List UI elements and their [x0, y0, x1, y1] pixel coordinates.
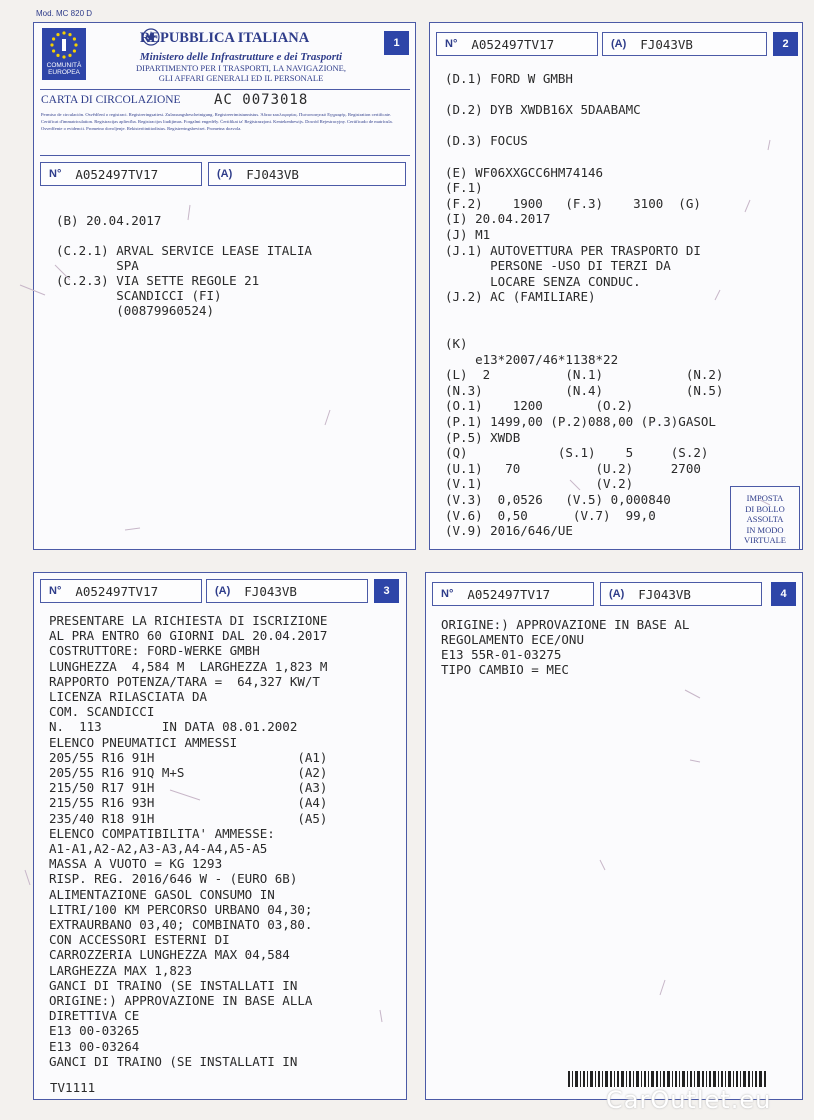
document-number: AC 0073018 [214, 92, 309, 108]
a-label: (A) [217, 168, 233, 180]
panel-3 [33, 572, 407, 1100]
multilingual-title: Permiso de circulación. Osvědčení o registraci. Registreringsattest. Zulassungsbescheinigung. Registreerimistunnistus. Άδεια κυκλοφορίας. Πιστοποιητικό Εγγραφής. Registration certificate. Certificat d'immatriculation. Registracijas apliecība. Registracijos liudijimas. Forgalmi engedély. Ċertifikat ta' Reġistrazzjoni. Kentekenbewijs. Dowód Rejestracyjny. Certificado de matrícula. Osvedčenie o evidencii. Prometno dovoljenje. Rekisteröintitodistus. Registreringsbeviset. Prometna dozvola. [41, 112, 393, 131]
ministry-name: Ministero delle Infrastrutture e dei Trasporti [139, 51, 343, 63]
panel-number: 3 [374, 579, 399, 603]
registration-number-box [432, 582, 594, 606]
panel-1-body: (B) 20.04.2017 (C.2.1) ARVAL SERVICE LEASE ITALIA SPA (C.2.3) VIA SETTE REGOLE 21 SCANDICCI (FI) (00879960524) [56, 213, 312, 318]
registration-number: A052497TV17 [75, 166, 159, 182]
divider [40, 155, 410, 156]
registration-number-box [40, 579, 202, 603]
model-code: Mod. MC 820 D [36, 9, 93, 18]
stamp-duty-box: IMPOSTA DI BOLLO ASSOLTA IN MODO VIRTUALE [730, 486, 800, 550]
n-label: N° [445, 38, 458, 50]
panel-3-body: PRESENTARE LA RICHIESTA DI ISCRIZIONE AL PRA ENTRO 60 GIORNI DAL 20.04.2017 COSTRUTTORE: FORD-WERKE GMBH LUNGHEZZA 4,584 M LARGHEZZA 1,823 M RAPPORTO POTENZA/TARA = 64,327 KW/T LICENZA RILASCIATA DA COM. SCANDICCI N. 113 IN DATA 08.01.2002 ELENCO PNEUMATICI AMMESSI 205/55 R16 91H (A1) 205/55 R16 91Q M+S (A2) 215/50 R17 91H (A3) 215/55 R16 93H (A4) 235/40 R18 91H (A5) ELENCO COMPATIBILITA' AMMESSE: A1-A1,A2-A2,A3-A3,A4-A4,A5-A5 MASSA A VUOTO = KG 1293 RISP. REG. 2016/646 W - (EURO 6B) ALIMENTAZIONE GASOL CONSUMO IN LITRI/100 KM PERCORSO URBANO 04,30; EXTRAURBANO 03,40; COMBINATO 03,80. CON ACCESSORI ESTERNI DI CARROZZERIA LUNGHEZZA MAX 04,584 LARGHEZZA MAX 1,823 GANCI DI TRAINO (SE INSTALLATI IN ORIGINE:) APPROVAZIONE IN BASE ALLA DIRETTIVA CE E13 00-03265 E13 00-03264 GANCI DI TRAINO (SE INSTALLATI IN [49, 613, 328, 1069]
barcode-icon [568, 1071, 766, 1087]
a-label: (A) [609, 588, 625, 600]
n-label: N° [441, 588, 454, 600]
office-code: TV1111 [50, 1080, 96, 1095]
registration-number: A052497TV17 [467, 586, 551, 602]
plate-number: FJ043VB [638, 586, 691, 602]
a-label: (A) [215, 585, 231, 597]
panel-1 [33, 22, 416, 550]
panel-4-body: ORIGINE:) APPROVAZIONE IN BASE AL REGOLAMENTO ECE/ONU E13 55R-01-03275 TIPO CAMBIO = MEC [441, 617, 690, 677]
a-label: (A) [611, 38, 627, 50]
registration-number-box [436, 32, 598, 56]
plate-number: FJ043VB [246, 166, 299, 182]
n-label: N° [49, 585, 62, 597]
plate-box [208, 162, 406, 186]
registration-number: A052497TV17 [75, 583, 159, 599]
republic-title: REPUBBLICA ITALIANA [139, 30, 310, 46]
eu-text: COMUNITÀ EUROPEA [46, 62, 82, 76]
document-title: CARTA DI CIRCOLAZIONE [41, 94, 181, 106]
plate-number: FJ043VB [244, 583, 297, 599]
plate-box [600, 582, 762, 606]
panel-2-body: (D.1) FORD W GMBH (D.2) DYB XWDB16X 5DAABAMC (D.3) FOCUS (E) WF06XXGCC6HM74146 (F.1) (F.2) 1900 (F.3) 3100 (G) (I) 20.04.2017 (J) M1 (J.1) AUTOVETTURA PER TRASPORTO DI PERSONE -USO DI TERZI DA LOCARE SENZA CONDUC. (J.2) AC (FAMILIARE) (K) e13*2007/46*1138*22 (L) 2 (N.1) (N.2) (N.3) (N.4) (N.5) (O.1) 1200 (O.2) (P.1) 1499,00 (P.2)088,00 (P.3)GASOL (P.5) XWDB (Q) (S.1) 5 (S.2) (U.1) 70 (U.2) 2700 (V.1) (V.2) (V.3) 0,0526 (V.5) 0,000840 (V.6) 0,50 (V.7) 99,0 (V.9) 2016/646/UE [445, 71, 724, 539]
panel-number: 1 [384, 31, 409, 55]
panel-2 [429, 22, 803, 550]
panel-number: 4 [771, 582, 796, 606]
panel-number: 2 [773, 32, 798, 56]
divider [40, 89, 410, 90]
plate-box [206, 579, 368, 603]
registration-number-box [40, 162, 202, 186]
department-name: DIPARTIMENTO PER I TRASPORTI, LA NAVIGAZIONE, GLI AFFARI GENERALI ED IL PERSONALE [136, 63, 346, 83]
n-label: N° [49, 168, 62, 180]
plate-number: FJ043VB [640, 36, 693, 52]
plate-box [602, 32, 767, 56]
watermark: CarOutlet.eu [606, 1086, 772, 1114]
registration-number: A052497TV17 [471, 36, 555, 52]
panel-4 [425, 572, 803, 1100]
